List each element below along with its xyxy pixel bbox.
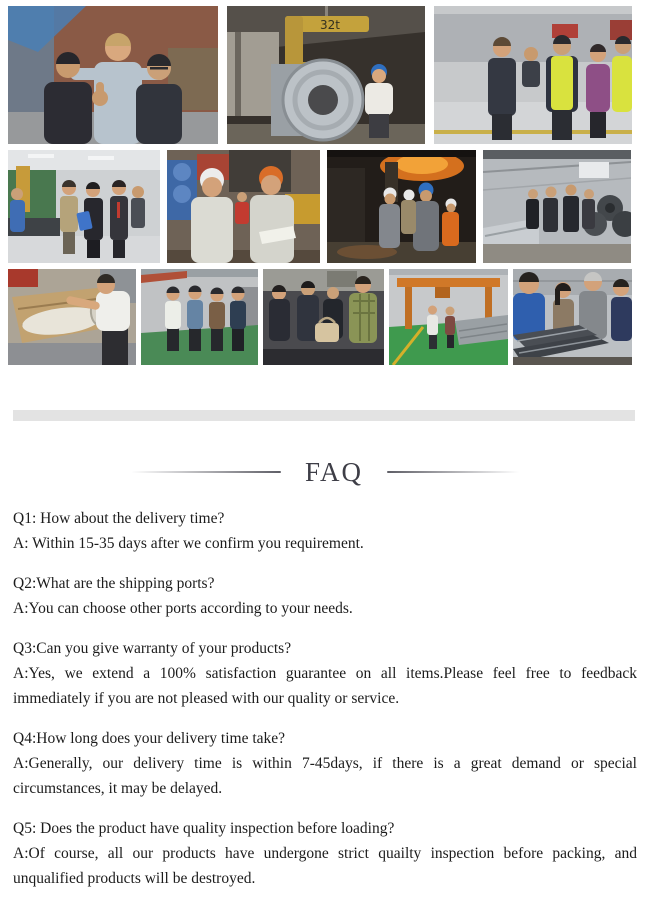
photo-workshop-tour-blue-folder [8,150,160,263]
photo-furnace-inspection [327,150,476,263]
photo-workshop-tour-art [8,150,160,263]
photo-helmet-discussion-art [167,150,320,263]
faq-list [13,506,637,906]
photo-warehouse-coils-walk [483,150,631,263]
faq-header [0,452,650,492]
photo-steel-sheets-review [513,269,632,365]
divider-line-left [131,471,281,473]
photo-steel-sheets-art [513,269,632,365]
photo-warehouse-coils-art [483,150,631,263]
photo-collage [8,6,642,365]
faq-question-3: Q3:Can you give warranty of your products? [13,640,292,657]
photo-furnace-inspection-art [327,150,476,263]
photo-four-men-art [141,269,258,365]
photo-product-inspection-crowd [263,269,384,365]
beige-bag [315,323,339,342]
photo-team-thumbs-up [8,6,218,144]
photo-helmet-discussion [167,150,320,263]
faq-item-5 [13,816,637,891]
section-divider-bar [13,410,635,421]
photo-product-inspection-art [263,269,384,365]
photo-four-men-group [141,269,258,365]
faq-item-2 [13,571,637,621]
faq-answer-4: A:Generally, our delivery time is within 7-45days, if there is a great demand or special circumstances, it may be delayed. [13,755,637,797]
photo-factory-visit-art [434,6,632,144]
photo-gantry-crane-floor [389,269,508,365]
faq-question-4: Q4:How long does your delivery time take? [13,730,286,747]
collage-row-3 [8,269,642,365]
faq-title: FAQ [304,456,363,487]
photo-factory-visit-hivis-vests [434,6,632,144]
photo-wooden-mold-art [8,269,136,365]
photo-wooden-mold-check [8,269,136,365]
photo-steel-coil-crane [227,6,425,144]
divider-line-right [387,471,519,473]
faq-question-1: Q1: How about the delivery time? [13,510,225,527]
photo-steel-coil-crane-art [227,6,425,144]
collage-row-1 [8,6,642,144]
photo-gantry-crane-art [389,269,508,365]
faq-answer-2: A:You can choose other ports according to your needs. [13,600,353,617]
faq-question-2: Q2:What are the shipping ports? [13,575,215,592]
faq-answer-1: A: Within 15-35 days after we confirm you requirement. [13,535,364,552]
faq-answer-5: A:Of course, all our products have undergone strict quailty inspection before packing, and unqualified products will be destroyed. [13,845,637,887]
crane-capacity-label: 32t [320,18,340,32]
collage-row-2 [8,150,642,263]
steel-coil [271,60,363,140]
photo-team-thumbs-up-art [8,6,218,144]
faq-question-5: Q5: Does the product have quality inspection before loading? [13,820,395,837]
faq-item-4 [13,726,637,801]
faq-item-3 [13,636,637,711]
faq-item-1 [13,506,637,556]
faq-answer-3: A:Yes, we extend a 100% satisfaction guarantee on all items.Please feel free to feedback immediately if you are not pleased with our quality or service. [13,665,637,707]
